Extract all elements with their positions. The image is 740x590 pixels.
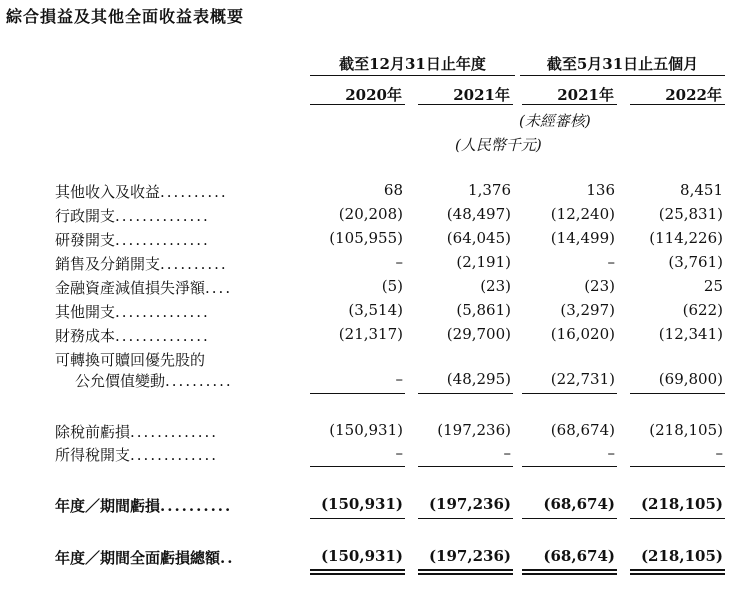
- row-label: 所得稅開支: [55, 446, 131, 464]
- cell-value: (5): [381, 277, 403, 295]
- row-label: 金融資產減值損失淨額: [55, 279, 206, 297]
- row-label: 年度／期間全面虧損總額: [55, 549, 221, 567]
- cell-value: (150,931): [320, 547, 403, 565]
- cell-value: (150,931): [320, 495, 403, 513]
- cell-value: 136: [586, 181, 615, 199]
- subtotal-rule: [310, 518, 405, 519]
- header-year-1-underline: [310, 104, 405, 105]
- cell-value: (3,297): [560, 301, 615, 319]
- cell-value: (218,105): [640, 495, 723, 513]
- cell-value: (150,931): [329, 421, 403, 439]
- row-label: 行政開支: [55, 207, 116, 225]
- cell-value: 25: [703, 277, 723, 295]
- leader-dots: .............: [130, 446, 219, 464]
- cell-value: (69,800): [658, 370, 723, 388]
- cell-value: (197,236): [428, 547, 511, 565]
- subtotal-rule: [310, 393, 405, 394]
- cell-value: (218,105): [649, 421, 723, 439]
- cell-value: (16,020): [550, 325, 615, 343]
- section-title: 綜合損益及其他全面收益表概要: [6, 7, 245, 26]
- cell-value: (105,955): [329, 229, 403, 247]
- leader-dots: ..............: [115, 231, 210, 249]
- header-year-3-underline: [522, 104, 617, 105]
- cell-value: (114,226): [649, 229, 723, 247]
- cell-value: (3,514): [348, 301, 403, 319]
- leader-dots: ..............: [115, 327, 210, 345]
- leader-dots: ..........: [160, 255, 228, 273]
- cell-value: –: [395, 444, 403, 462]
- subtotal-rule: [310, 466, 405, 467]
- cell-value: (25,831): [658, 205, 723, 223]
- header-year-2-underline: [418, 104, 513, 105]
- total-double-rule: [310, 569, 405, 575]
- cell-value: –: [395, 253, 403, 271]
- cell-value: (23): [480, 277, 511, 295]
- unaudited-note: (未經審核): [519, 112, 591, 130]
- row-label: 研發開支: [55, 231, 116, 249]
- leader-dots: ..........: [165, 372, 233, 390]
- header-group-period: 截至5月31日止五個月: [546, 55, 699, 73]
- cell-value: 68: [383, 181, 403, 199]
- total-double-rule: [522, 569, 617, 575]
- cell-value: (22,731): [550, 370, 615, 388]
- cell-value: (2,191): [456, 253, 511, 271]
- header-year-4: 2022年: [665, 86, 722, 104]
- subtotal-rule: [630, 518, 725, 519]
- leader-dots: ..............: [115, 207, 210, 225]
- header-group-year-underline: [310, 75, 515, 76]
- cell-value: (5,861): [456, 301, 511, 319]
- leader-dots: ..........: [160, 497, 233, 515]
- row-label: 其他收入及收益: [55, 183, 161, 201]
- subtotal-rule: [630, 393, 725, 394]
- row-label: 銷售及分銷開支: [55, 255, 161, 273]
- cell-value: 1,376: [468, 181, 511, 199]
- row-label: 除稅前虧損: [55, 423, 131, 441]
- leader-dots: ..............: [115, 303, 210, 321]
- cell-value: –: [607, 253, 615, 271]
- cell-value: (622): [682, 301, 723, 319]
- cell-value: 8,451: [680, 181, 723, 199]
- row-label-continued: 公允價值變動: [75, 372, 166, 390]
- cell-value: (12,240): [550, 205, 615, 223]
- header-year-3: 2021年: [557, 86, 614, 104]
- subtotal-rule: [418, 466, 513, 467]
- header-year-2: 2021年: [453, 86, 510, 104]
- cell-value: –: [715, 444, 723, 462]
- header-group-period-underline: [520, 75, 725, 76]
- row-label: 年度／期間虧損: [55, 497, 161, 515]
- leader-dots: ..........: [160, 183, 228, 201]
- subtotal-rule: [630, 466, 725, 467]
- subtotal-rule: [522, 466, 617, 467]
- cell-value: (3,761): [668, 253, 723, 271]
- cell-value: (21,317): [338, 325, 403, 343]
- leader-dots: .............: [130, 423, 219, 441]
- total-double-rule: [630, 569, 725, 575]
- row-label: 財務成本: [55, 327, 116, 345]
- cell-value: (218,105): [640, 547, 723, 565]
- row-label: 可轉換可贖回優先股的: [55, 351, 206, 369]
- cell-value: (197,236): [428, 495, 511, 513]
- unit-note: (人民幣千元): [455, 136, 542, 154]
- leader-dots: ....: [205, 279, 233, 297]
- subtotal-rule: [418, 393, 513, 394]
- cell-value: (48,295): [446, 370, 511, 388]
- header-group-year: 截至12月31日止年度: [339, 55, 486, 73]
- cell-value: (68,674): [543, 547, 615, 565]
- cell-value: (12,341): [658, 325, 723, 343]
- cell-value: –: [395, 370, 403, 388]
- header-year-4-underline: [630, 104, 725, 105]
- cell-value: –: [503, 444, 511, 462]
- cell-value: (197,236): [437, 421, 511, 439]
- cell-value: (29,700): [446, 325, 511, 343]
- cell-value: (48,497): [446, 205, 511, 223]
- cell-value: (68,674): [550, 421, 615, 439]
- header-year-1: 2020年: [345, 86, 402, 104]
- total-double-rule: [418, 569, 513, 575]
- row-label: 其他開支: [55, 303, 116, 321]
- cell-value: (68,674): [543, 495, 615, 513]
- subtotal-rule: [522, 393, 617, 394]
- subtotal-rule: [522, 518, 617, 519]
- subtotal-rule: [418, 518, 513, 519]
- leader-dots: ..: [220, 549, 235, 567]
- cell-value: (20,208): [338, 205, 403, 223]
- cell-value: (64,045): [446, 229, 511, 247]
- cell-value: –: [607, 444, 615, 462]
- cell-value: (23): [584, 277, 615, 295]
- cell-value: (14,499): [550, 229, 615, 247]
